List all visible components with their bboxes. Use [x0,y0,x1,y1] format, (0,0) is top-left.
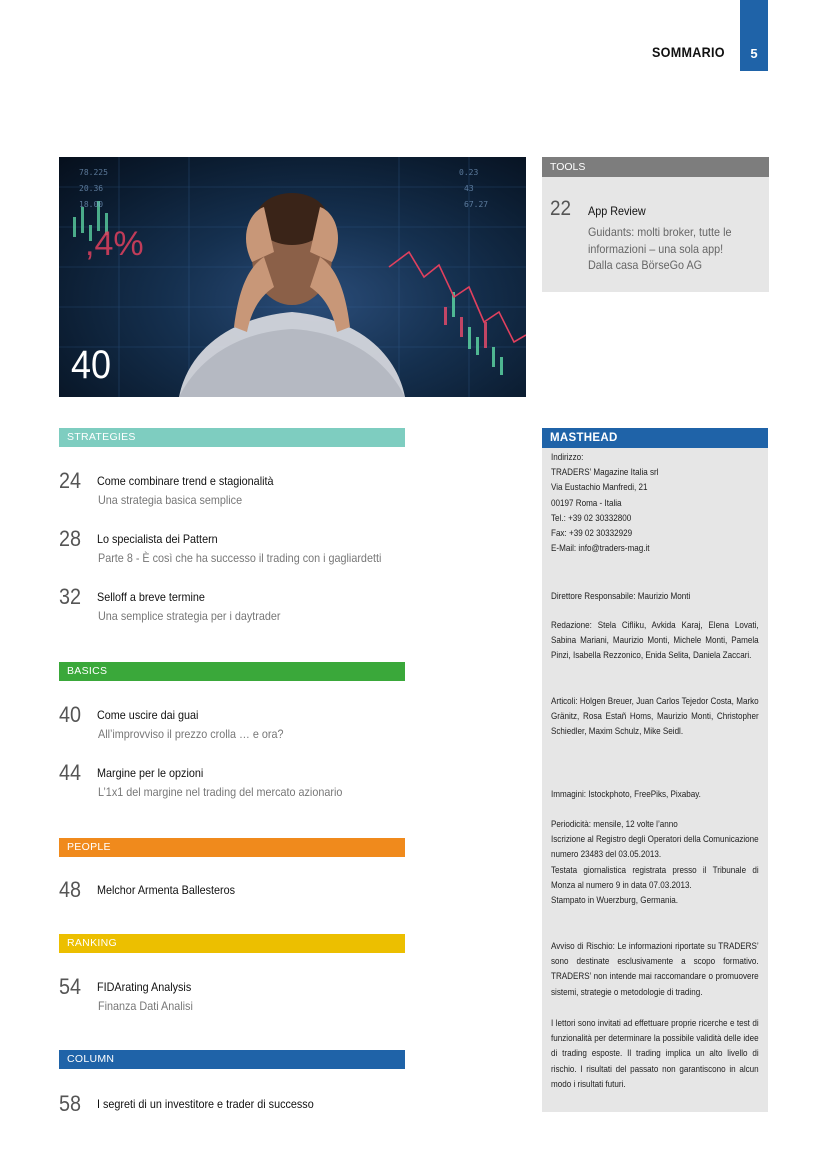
toc-page-number: 58 [59,1091,82,1116]
toc-page-number: 40 [59,702,82,727]
section-bar-column: COLUMN [59,1050,405,1069]
section-bar-people: PEOPLE [59,838,405,857]
masthead-periodicita-line: Testata giornalistica registrata presso il Tribunale di Monza al numero 9 in data 07.03.2013. [551,864,759,890]
masthead-periodicita-line: Iscrizione al Registro degli Operatori della Comunicazione numero 23483 del 03.05.2013. [551,834,759,860]
page-section-title: SOMMARIO [652,44,725,60]
masthead-address-line: Indirizzo: [551,452,584,462]
tools-desc-line: Guidants: molti broker, tutte le [588,225,732,239]
hero-illustration [59,157,526,397]
masthead-avviso: Avviso di Rischio: Le informazioni riportate su TRADERS’ sono destinate esclusivamente a scopo formativo. TRADERS’ non intende mai raccomandare o promuovere sistemi, strategie o metodologie di trading. [551,941,759,997]
toc-subtitle: All’improvviso il prezzo crolla … e ora? [98,727,284,741]
svg-text:20.36: 20.36 [79,184,104,193]
svg-text:43: 43 [464,184,474,193]
toc-title: Margine per le opzioni [97,766,204,780]
masthead-articoli: Articoli: Holgen Breuer, Juan Carlos Tejedor Costa, Marko Gränitz, Rosa Estañ Homs, Maurizio Monti, Christopher Schiedler, Maxim Schulz, Mike Seidl. [551,696,759,737]
svg-text:18.00: 18.00 [79,200,104,209]
svg-text:,4%: ,4% [85,225,144,263]
tools-entry-page: 22 [550,197,572,220]
masthead-redazione: Redazione: Stela Cifliku, Avkida Karaj, Elena Lovati, Sabina Mariani, Maurizio Monti, Michele Monti, Pamela Pinzi, Isabella Rezzonico, Enida Selita, Daniela Zaccari. [551,620,759,661]
masthead-address-line: Via Eustachio Manfredi, 21 [551,482,648,493]
toc-subtitle: L’1x1 del margine nel trading del mercato azionario [98,785,343,799]
hero-overlay-text: 4% [94,225,144,263]
tools-entry-title: App Review [588,204,646,218]
tools-desc-line: informazioni – una sola app! [588,241,724,256]
masthead-address [551,450,759,556]
toc-subtitle: Parte 8 - È così che ha successo il trading con i gagliardetti [98,551,382,565]
svg-text:0.23: 0.23 [459,168,479,177]
toc-title: Come combinare trend e stagionalità [97,474,274,488]
toc-page-number: 54 [59,974,82,999]
toc-subtitle: Una strategia basica semplice [98,493,243,507]
masthead-box [542,448,768,1112]
hero-page-ref: 40 [71,343,112,387]
toc-page-number: 24 [59,468,82,493]
toc-page-number: 28 [59,526,82,551]
tools-section-bar: TOOLS [542,157,769,177]
masthead-address-line: 00197 Roma - Italia [551,497,622,508]
section-bar-basics: BASICS [59,662,405,681]
toc-title: Come uscire dai guai [97,708,199,722]
section-bar-ranking: RANKING [59,934,405,953]
tools-desc-line: Dalla casa BörseGo AG [588,258,703,272]
toc-title: Lo specialista dei Pattern [97,532,218,546]
toc-subtitle: Finanza Dati Analisi [98,999,193,1013]
masthead-address-line: Fax: +39 02 30332929 [551,528,633,539]
masthead-periodicita-line: Periodicità: mensile, 12 volte l’anno [551,819,678,829]
masthead-director: Direttore Responsabile: Maurizio Monti [551,591,691,601]
masthead-periodicita [551,817,759,908]
section-bar-strategies: STRATEGIES [59,428,405,447]
masthead-address-line: TRADERS’ Magazine Italia srl [551,467,659,478]
masthead-periodicita-line: Stampato in Wuerzburg, Germania. [551,895,679,906]
tools-entry[interactable] [542,177,769,292]
toc-page-number: 32 [59,584,82,609]
svg-text:78.225: 78.225 [79,168,108,177]
tools-entry-description [588,224,759,274]
svg-text:67.27: 67.27 [464,200,489,209]
toc-title: FIDArating Analysis [97,980,192,994]
toc-title: Melchor Armenta Ballesteros [97,883,236,897]
toc-title: I segreti di un investitore e trader di successo [97,1097,314,1111]
page-number-tab [740,0,768,71]
page-number: 5 [750,46,758,61]
masthead-address-line: Tel.: +39 02 30332800 [551,512,632,523]
toc-page-number: 48 [59,877,82,902]
masthead-immagini: Immagini: Istockphoto, FreePiks, Pixabay. [551,789,701,799]
masthead-lettori: I lettori sono invitati ad effettuare proprie ricerche e test di funzionalità per determinare la possibile validità delle idee di trading esposte. Il trading implica un alto livello di rischio. I risultati del passato non garantiscono in alcun modo i risultati futuri. [551,1018,759,1089]
toc-title: Selloff a breve termine [97,590,205,604]
toc-subtitle: Una semplice strategia per i daytrader [98,609,281,623]
masthead-email[interactable]: E-Mail: info@traders-mag.it [551,543,650,554]
hero-image[interactable] [59,157,526,397]
masthead-section-bar: MASTHEAD [542,428,768,448]
toc-page-number: 44 [59,760,82,785]
